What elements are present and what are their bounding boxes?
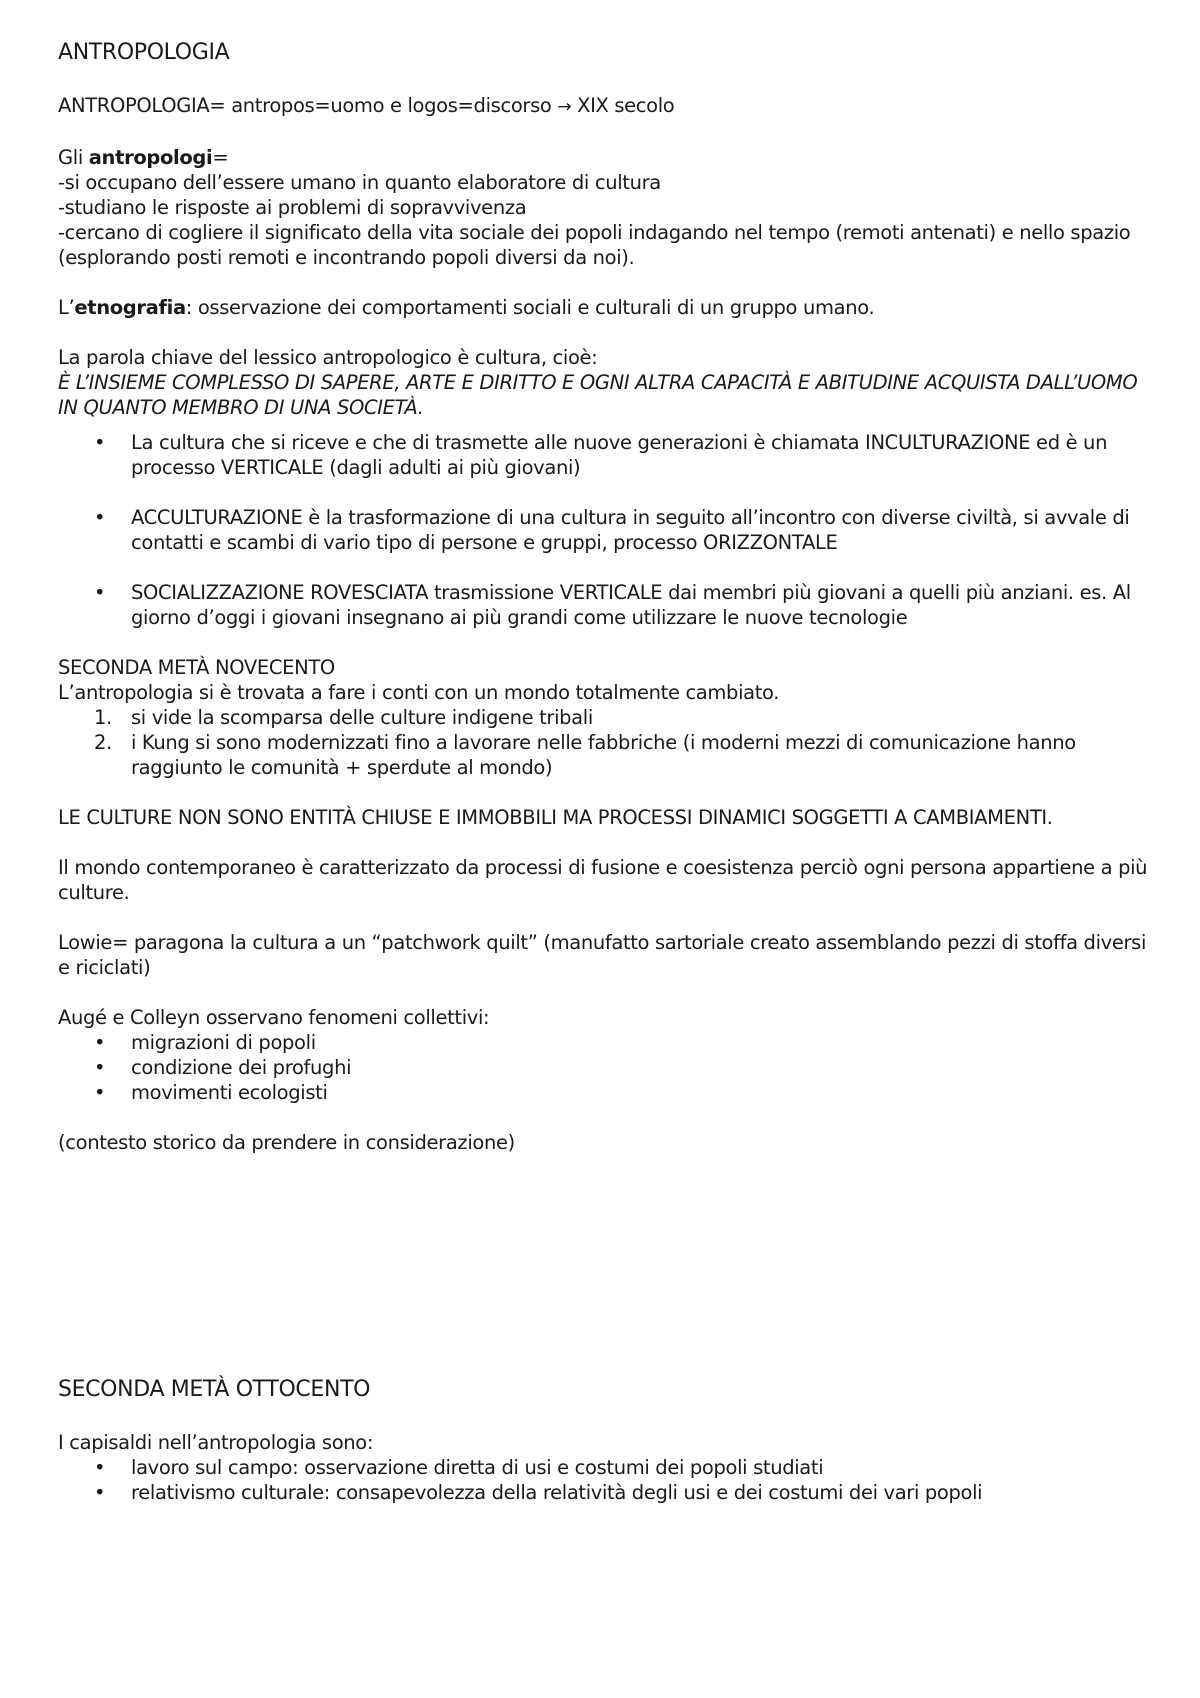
list-item-text: migrazioni di popoli: [131, 1031, 316, 1054]
list-item: [58, 1455, 1153, 1480]
auge-list: [58, 1030, 1153, 1105]
mondo-contemporaneo: Il mondo contemporaneo è caratterizzato da processi di fusione e coesistenza perciò ogni persona appartiene a più culture.: [58, 856, 1148, 904]
blank-space: [58, 1155, 1153, 1375]
bullet-icon: •: [94, 506, 106, 529]
list-item-text: lavoro sul campo: osservazione diretta di usi e costumi dei popoli studiati: [131, 1456, 824, 1479]
list-item-text: La cultura che si riceve e che di trasmette alle nuove generazioni è chiamata INCULTURAZIONE ed è un processo VERTICALE (dagli adulti ai più giovani): [131, 431, 1108, 479]
etymology-line: [58, 93, 1153, 120]
ottocento-heading: SECONDA METÀ OTTOCENTO: [58, 1377, 371, 1402]
bullet-icon: •: [94, 431, 106, 454]
list-number: 1.: [94, 706, 112, 729]
antropologi-line: -si occupano dell’essere umano in quanto elaboratore di cultura: [58, 171, 661, 194]
culture-statement: LE CULTURE NON SONO ENTITÀ CHIUSE E IMMOBBILI MA PROCESSI DINAMICI SOGGETTI A CAMBIAMENTI.: [58, 806, 1053, 829]
novecento-intro: L’antropologia si è trovata a fare i conti con un mondo totalmente cambiato.: [58, 681, 780, 704]
antropologi-term: antropologi: [88, 146, 213, 169]
cultura-definition: È L’INSIEME COMPLESSO DI SAPERE, ARTE E DIRITTO E OGNI ALTRA CAPACITÀ E ABITUDINE ACQUISTA DALL’UOMO IN QUANTO MEMBRO DI UNA SOCIETÀ.: [58, 371, 1138, 419]
lowie-paragraph: Lowie= paragona la cultura a un “patchwork quilt” (manufatto sartoriale creato assemblando pezzi di stoffa diversi e riciclati): [58, 931, 1147, 979]
list-item: [58, 1030, 1153, 1055]
etnografia-text: : osservazione dei comportamenti sociali e culturali di un gruppo umano.: [185, 296, 875, 319]
antropologi-line: -studiano le risposte ai problemi di sopravvivenza: [58, 196, 527, 219]
antropologi-line: -cercano di cogliere il significato della vita sociale dei popoli indagando nel tempo (remoti antenati) e nello spazio (esplorando posti remoti e incontrando popoli diversi da noi).: [58, 221, 1131, 269]
list-item: [58, 705, 1153, 730]
document-title: ANTROPOLOGIA: [58, 40, 230, 65]
ottocento-list: [58, 1455, 1153, 1505]
auge-intro: Augé e Colleyn osservano fenomeni collettivi:: [58, 1006, 490, 1029]
list-item: [58, 1480, 1153, 1505]
document-page: [58, 38, 1153, 1505]
novecento-heading: SECONDA METÀ NOVECENTO: [58, 656, 335, 679]
processi-list: [58, 430, 1153, 630]
antropologi-heading: [58, 145, 1153, 170]
etnografia-definition: [58, 295, 1153, 320]
contesto-note: (contesto storico da prendere in considerazione): [58, 1131, 515, 1154]
list-item-text: i Kung si sono modernizzati fino a lavorare nelle fabbriche (i moderni mezzi di comunicazione hanno raggiunto le comunità + sperdute al mondo): [131, 731, 1076, 779]
list-item: [58, 730, 1153, 780]
list-item: [58, 580, 1153, 630]
cultura-intro: La parola chiave del lessico antropologico è cultura, cioè:: [58, 346, 598, 369]
etnografia-term: etnografia: [74, 296, 186, 319]
list-item: [58, 1080, 1153, 1105]
list-item-text: condizione dei profughi: [131, 1056, 352, 1079]
list-item: [58, 1055, 1153, 1080]
antropologi-section: [58, 145, 1153, 270]
novecento-list: [58, 705, 1153, 780]
bullet-icon: •: [94, 581, 106, 604]
bullet-icon: •: [94, 1081, 106, 1104]
etymology-text: ANTROPOLOGIA= antropos=uomo e logos=discorso: [58, 94, 558, 117]
bullet-icon: •: [94, 1031, 106, 1054]
ottocento-intro: I capisaldi nell’antropologia sono:: [58, 1431, 374, 1454]
bullet-icon: •: [94, 1481, 106, 1504]
antropologi-prefix: Gli: [58, 146, 89, 169]
antropologi-suffix: =: [212, 146, 229, 169]
list-item: [58, 505, 1153, 555]
novecento-section: [58, 655, 1153, 780]
auge-section: [58, 1005, 1153, 1105]
etnografia-prefix: L’: [58, 296, 75, 319]
etymology-century: XIX secolo: [571, 94, 675, 117]
list-item: [58, 430, 1153, 480]
list-item-text: si vide la scomparsa delle culture indigene tribali: [131, 706, 593, 729]
list-item-text: ACCULTURAZIONE è la trasformazione di una cultura in seguito all’incontro con diverse civiltà, si avvale di contatti e scambi di vario tipo di persone e gruppi, processo ORIZZONTALE: [131, 506, 1130, 554]
ottocento-section: [58, 1430, 1153, 1505]
list-number: 2.: [94, 731, 112, 754]
cultura-section: [58, 345, 1153, 420]
list-item-text: SOCIALIZZAZIONE ROVESCIATA trasmissione VERTICALE dai membri più giovani a quelli più anziani. es. Al giorno d’oggi i giovani insegnano ai più grandi come utilizzare le nuove tecnologie: [131, 581, 1131, 629]
bullet-icon: •: [94, 1456, 106, 1479]
arrow-right-icon: →: [557, 97, 572, 117]
bullet-icon: •: [94, 1056, 106, 1079]
list-item-text: movimenti ecologisti: [131, 1081, 328, 1104]
list-item-text: relativismo culturale: consapevolezza della relatività degli usi e dei costumi dei vari popoli: [131, 1481, 983, 1504]
